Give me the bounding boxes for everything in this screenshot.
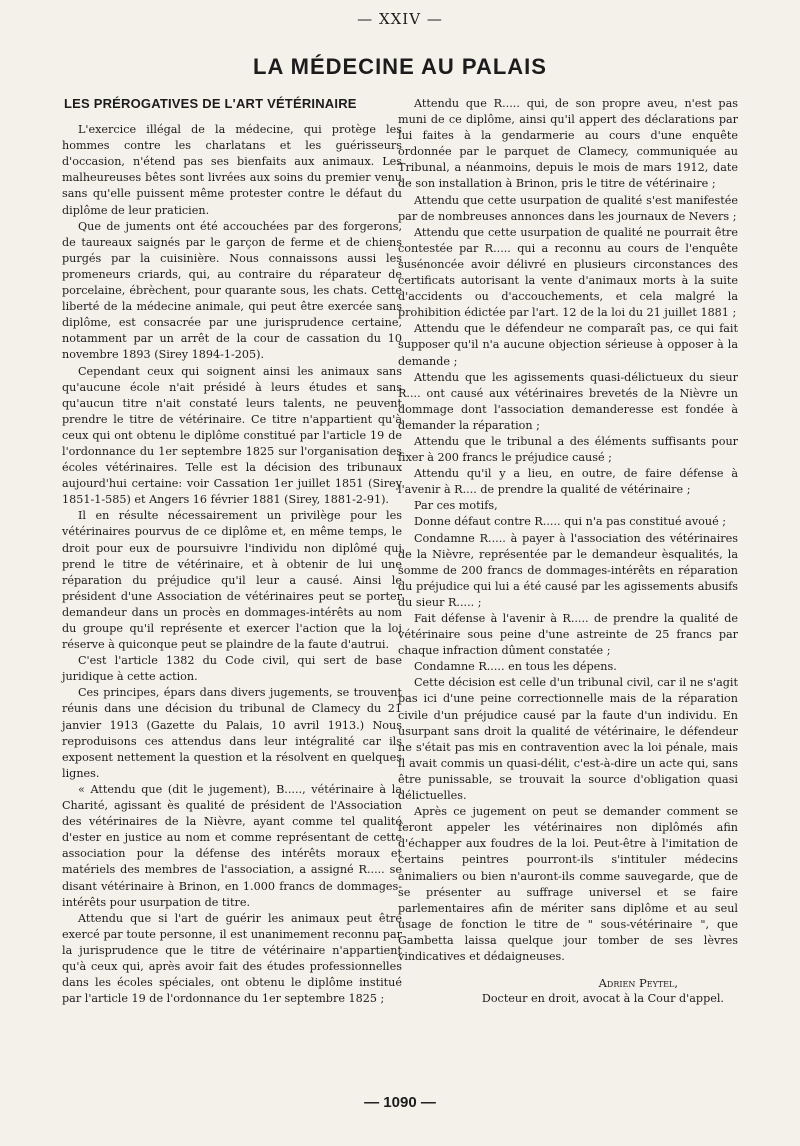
paragraph: Attendu que cette usurpation de qualité ne pourrait être contestée par R..... qui a reconnu au cours de l'enquête susénoncée avoir délivré en plusieurs circonstances des certificats autorisant la vente d'animaux morts à la suite d'accidents ou d'accouchements, et cela malgré la prohibition édictée par l'art. 12 de la loi du 21 juillet 1881 ; — [398, 225, 738, 320]
page-number-roman: — XXIV — — [357, 10, 443, 28]
paragraph: Attendu que si l'art de guérir les animaux peut être exercé par toute personne, il est unanimement reconnu par la jurisprudence que le titre de vétérinaire n'appartient qu'à ceux qui, après avoir fait des études professionnelles dans les écoles spéciales, ont obtenu le diplôme institué par l'article 19 de l'ordonnance du 1er septembre 1825 ; — [62, 911, 402, 1006]
page-number: — 1090 — — [364, 1094, 436, 1111]
page-title: LA MÉDECINE AU PALAIS — [253, 54, 547, 79]
paragraph: Ces principes, épars dans divers jugements, se trouvent réunis dans une décision du tribunal de Clamecy du 21 janvier 1913 (Gazette du Palais, 10 avril 1913.) Nous reproduisons ces attendus dans leur intégralité car ils exposent nettement la question et la résolvent en quelques lignes. — [62, 686, 402, 780]
paragraph: Attendu que le tribunal a des éléments suffisants pour fixer à 200 francs le préjudice causé ; — [398, 434, 738, 465]
paragraph: Cette décision est celle d'un tribunal civil, car il ne s'agit pas ici d'une peine correctionnelle mais de la réparation civile d'un préjudice causé par la faute d'un individu. En usurpant sans droit la qualité de vétérinaire, le défendeur ne s'était pas mis en contravention avec la loi pénale, mais il avait commis un quasi-délit, c'est-à-dire un acte qui, sans être punissable, se trouvait la source d'obligation quasi délictuelles. — [398, 676, 738, 803]
author-title: Docteur en droit, avocat à la Cour d'appel. — [481, 992, 724, 1006]
right-column — [398, 96, 738, 1007]
left-column — [62, 96, 402, 1007]
paragraph: L'exercice illégal de la médecine, qui protège les hommes contre les charlatans et les guérisseurs d'occasion, n'étend pas ses bienfaits aux animaux. Les malheureuses bêtes sont livrées aux soins du premier venu sans qu'elle puissent même protester contre le défaut du diplôme de leur praticien. — [62, 123, 402, 217]
paragraph: « Attendu que (dit le jugement), B....., vétérinaire à la Charité, agissant ès qualité de président de l'Association des vétérinaires de la Nièvre, ayant comme tel qualité d'ester en justice au nom et comme représentant de cette association pour la défense des intérêts moraux et matériels des membres de l'association, a assigné R..... se disant vétérinaire à Brinon, en 1.000 francs de dommages-intérêts pour usurpation de titre. — [62, 782, 402, 909]
paragraph: Attendu que les agissements quasi-délictueux du sieur R.... ont causé aux vétérinaires brevetés de la Nièvre un dommage dont l'association demanderesse est fondée à demander la réparation ; — [398, 370, 738, 432]
paragraph: Il en résulte nécessairement un privilège pour les vétérinaires pourvus de ce diplôme et, en même temps, le droit pour eux de poursuivre l'individu non diplômé qui prend le titre de vétérinaire, et à obtenir de lui une réparation du préjudice qu'il leur a causé. Ainsi le président d'une Association de vétérinaires peut se porter demandeur dans un procès en dommages-intérêts au nom du groupe qu'il représente et exercer l'action que la loi réserve à quiconque peut se plaindre de la faute d'autrui. — [62, 509, 402, 652]
paragraph: C'est l'article 1382 du Code civil, qui sert de base juridique à cette action. — [62, 654, 402, 684]
paragraph: Attendu que le défendeur ne comparaît pas, ce qui fait supposer qu'il n'a aucune objection sérieuse à opposer à la demande ; — [398, 322, 738, 368]
paragraph: Attendu qu'il y a lieu, en outre, de faire défense à l'avenir à R.... de prendre la qualité de vétérinaire ; — [398, 467, 738, 497]
author-name: Adrien Peytel, — [598, 976, 678, 991]
paragraph: Condamne R..... en tous les dépens. — [414, 660, 617, 674]
paragraph: Que de juments ont été accouchées par des forgerons, de taureaux saignés par le garçon de ferme et de chiens purgés par la cuisinière. Nous connaissons aussi les promeneurs criards, qui, au contraire du réparateur de porcelaine, ébrèchent, pour quarante sous, les chats. Cette liberté de la médecine animale, qui peut être exercée sans diplôme, est consacrée par une jurisprudence certaine, notamment par un arrêt de la cour de cassation du 10 novembre 1893 (Sirey 1894-1-205). — [62, 219, 402, 362]
paragraph: Condamne R..... à payer à l'association des vétérinaires de la Nièvre, représentée par le demandeur èsqualités, la somme de 200 francs de dommages-intérêts en réparation du préjudice qui lui a été causé par les agissements abusifs du sieur R..... ; — [398, 531, 738, 609]
paragraph: Fait défense à l'avenir à R..... de prendre la qualité de vétérinaire sous peine d'une astreinte de 25 francs par chaque infraction dûment constatée ; — [398, 612, 738, 658]
section-title: LES PRÉROGATIVES DE L'ART VÉTÉRINAIRE — [64, 96, 357, 111]
paragraph: Cependant ceux qui soignent ainsi les animaux sans qu'aucune école n'ait présidé à leurs études et sans qu'aucun titre n'ait constaté leurs talents, ne peuvent prendre le titre de vétérinaire. Ce titre n'appartient qu'à ceux qui ont obtenu le diplôme constitué par l'article 19 de l'ordonnance du 1er septembre 1825 sur l'organisation des écoles vétérinaires. Telle est la décision des tribunaux aujourd'hui certaine: voir Cassation 1er juillet 1851 (Sirey 1851-1-585) et Angers 16 février 1881 (Sirey, 1881-2-91). — [62, 364, 402, 507]
paragraph: Attendu que R..... qui, de son propre aveu, n'est pas muni de ce diplôme, ainsi qu'il appert des déclarations par lui faites à la gendarmerie au cours d'une enquête ordonnée par le parquet de Clamecy, communiquée au Tribunal, a néanmoins, depuis le mois de mars 1912, date de son installation à Brinon, pris le titre de vétérinaire ; — [398, 97, 738, 191]
paragraph: Par ces motifs, — [414, 499, 498, 513]
paragraph: Donne défaut contre R..... qui n'a pas constitué avoué ; — [414, 515, 727, 529]
paragraph: Après ce jugement on peut se demander comment se feront appeler les vétérinaires non diplômés afin d'échapper aux foudres de la loi. Peut-être à l'imitation de certains peintres pourront-ils s'intituler médecins animaliers ou bien n'auront-ils comme sauvegarde, que de se présenter au suffrage universel et se faire parlementaires afin de mériter sans diplôme et au seul usage de fonction le titre de " sous-vétérinaire ", que Gambetta laissa quelque jour tomber de ses lèvres vindicatives et dédaigneuses. — [398, 805, 738, 963]
paragraph: Attendu que cette usurpation de qualité s'est manifestée par de nombreuses annonces dans les journaux de Nevers ; — [398, 193, 738, 223]
